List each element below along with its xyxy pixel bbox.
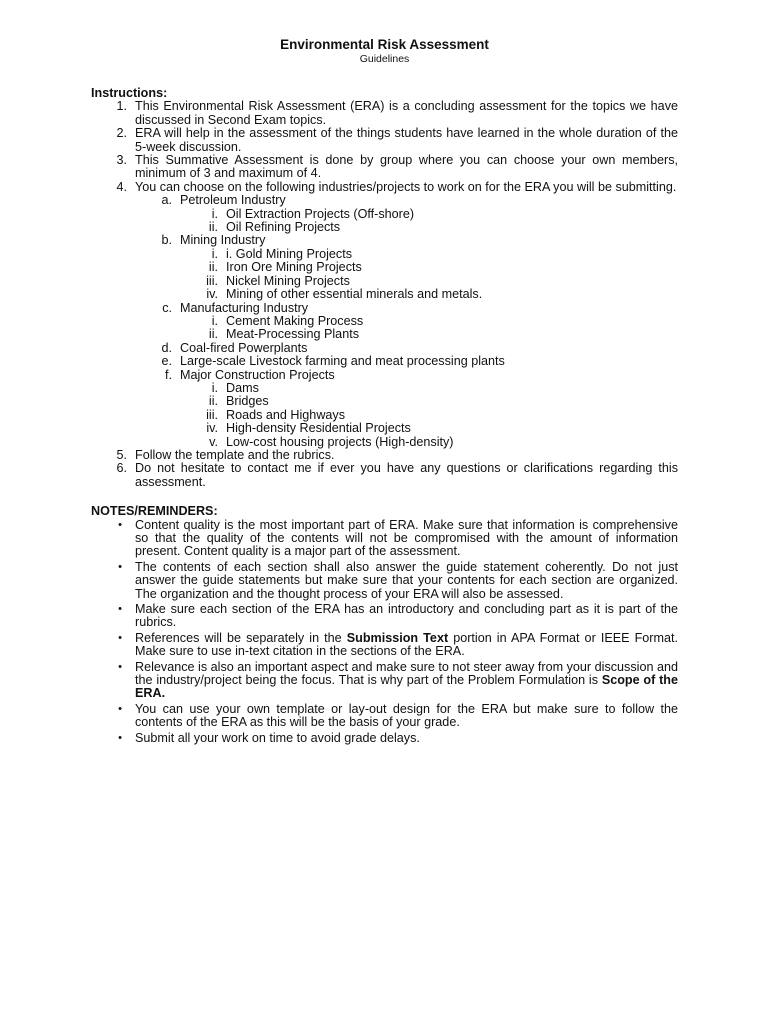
project-item-row xyxy=(91,382,678,395)
note-text xyxy=(135,661,678,701)
project-item xyxy=(91,208,678,221)
list-item-text: ERA will help in the assessment of the things students have learned in the whole duration of the 5-week discussion. xyxy=(135,126,678,154)
bullet-icon: • xyxy=(118,518,122,531)
note-item xyxy=(91,661,678,701)
instructions-list xyxy=(91,100,678,489)
note-text-part: Submit all your work on time to avoid grade delays. xyxy=(135,730,420,745)
list-marker: 6. xyxy=(116,461,127,476)
project-item-row xyxy=(91,395,678,408)
project-item xyxy=(91,315,678,328)
list-item-text: Dams xyxy=(226,380,259,395)
bullet-icon: • xyxy=(118,702,122,715)
list-marker: i. xyxy=(211,380,218,395)
note-text xyxy=(135,561,678,601)
list-item-text: Low-cost housing projects (High-density) xyxy=(226,434,454,449)
bullet-icon: • xyxy=(118,660,122,673)
instruction-item xyxy=(91,154,678,181)
note-text-part: Relevance is also an important aspect and make sure to not steer away from your discussion and the industry/project being the focus. That is why part of the Problem Formulation is xyxy=(135,659,678,688)
list-marker: iii. xyxy=(206,407,218,422)
industry-item-row xyxy=(91,342,678,355)
project-item xyxy=(91,436,678,449)
project-item-row xyxy=(91,221,678,234)
list-marker: f. xyxy=(165,367,172,382)
list-marker: ii. xyxy=(208,220,218,235)
note-item-row xyxy=(91,519,678,559)
list-item-text: This Environmental Risk Assessment (ERA) is a concluding assessment for the topics we have discussed in Second Exam topics. xyxy=(135,99,678,127)
list-item-text: Mining of other essential minerals and metals. xyxy=(226,287,483,302)
list-marker: i. xyxy=(211,246,218,261)
project-item-row xyxy=(91,275,678,288)
note-item xyxy=(91,519,678,559)
list-item-text: This Summative Assessment is done by group where you can choose your own members, minimum of 3 and maximum of 4. xyxy=(135,153,678,181)
bullet-icon: • xyxy=(118,560,122,573)
industry-item xyxy=(91,355,678,368)
note-text xyxy=(135,703,678,730)
instruction-item-row xyxy=(91,127,678,154)
list-item-text: Oil Extraction Projects (Off-shore) xyxy=(226,206,415,221)
list-item-text: Meat-Processing Plants xyxy=(226,327,359,342)
list-marker: b. xyxy=(161,233,172,248)
project-item-row xyxy=(91,422,678,435)
industry-item-row xyxy=(91,355,678,368)
industry-item-row xyxy=(91,302,678,315)
list-marker: e. xyxy=(161,354,172,369)
note-text-part: Make sure each section of the ERA has an introductory and concluding part as it is part of the rubrics. xyxy=(135,602,678,630)
project-item xyxy=(91,382,678,395)
instruction-item xyxy=(91,462,678,489)
instruction-item-row xyxy=(91,154,678,181)
list-marker: ii. xyxy=(208,394,218,409)
bullet-icon: • xyxy=(118,603,122,616)
note-item-row xyxy=(91,703,678,730)
project-item-row xyxy=(91,248,678,261)
list-item-text: High-density Residential Projects xyxy=(226,421,411,436)
instruction-item-row xyxy=(91,449,678,462)
note-item xyxy=(91,603,678,630)
list-marker: 3. xyxy=(116,153,127,168)
project-item xyxy=(91,221,678,234)
list-item-text: You can choose on the following industries/projects to work on for the ERA you will be submitting. xyxy=(135,179,677,194)
industry-item-row xyxy=(91,234,678,247)
list-marker: ii. xyxy=(208,327,218,342)
note-text-part: The contents of each section shall also answer the guide statement coherently. Do not just answer the guide statements but make sure that your contents for each section are organized. The organization and the thought process of your ERA will also be assessed. xyxy=(135,559,678,601)
note-text-part: portion in APA Format or IEEE Format. Make sure to use in-text citation in the sections of the ERA. xyxy=(135,630,678,659)
note-item-row xyxy=(91,632,678,659)
note-text xyxy=(135,732,678,745)
industry-item xyxy=(91,342,678,355)
list-marker: i. xyxy=(211,206,218,221)
notes-heading: NOTES/REMINDERS: xyxy=(91,504,218,519)
list-marker: i. xyxy=(211,313,218,328)
list-marker: 1. xyxy=(116,99,127,114)
note-item-row xyxy=(91,561,678,601)
project-item-row xyxy=(91,436,678,449)
instruction-item-row xyxy=(91,462,678,489)
industry-item xyxy=(91,369,678,382)
project-item-row xyxy=(91,328,678,341)
note-item xyxy=(91,561,678,601)
instruction-item xyxy=(91,127,678,154)
project-item xyxy=(91,288,678,301)
list-item-text: Oil Refining Projects xyxy=(226,220,341,235)
project-item xyxy=(91,261,678,274)
list-item-text: Major Construction Projects xyxy=(180,367,335,382)
bullet-icon: • xyxy=(118,731,122,744)
note-text xyxy=(135,632,678,659)
list-marker: 2. xyxy=(116,126,127,141)
note-text-part: You can use your own template or lay-out design for the ERA but make sure to follow the contents of the ERA as this will be the basis of your grade. xyxy=(135,701,678,730)
document-title: Environmental Risk Assessment xyxy=(280,37,489,52)
project-item xyxy=(91,328,678,341)
list-item-text: Manufacturing Industry xyxy=(180,300,309,315)
list-marker: v. xyxy=(209,434,218,449)
project-item-row xyxy=(91,288,678,301)
list-item-text: Roads and Highways xyxy=(226,407,346,422)
note-item-row xyxy=(91,661,678,701)
note-item xyxy=(91,632,678,659)
list-item-text: Coal-fired Powerplants xyxy=(180,340,308,355)
project-item xyxy=(91,409,678,422)
note-item-row xyxy=(91,603,678,630)
project-item xyxy=(91,275,678,288)
industry-item xyxy=(91,194,678,207)
bullet-icon: • xyxy=(118,631,122,644)
industry-item xyxy=(91,302,678,315)
list-marker: 5. xyxy=(116,447,127,462)
instruction-item-row xyxy=(91,181,678,194)
list-item-text: i. Gold Mining Projects xyxy=(226,246,352,261)
list-marker: iii. xyxy=(206,273,218,288)
note-emphasis: Scope of the ERA. xyxy=(135,673,679,701)
note-item-row xyxy=(91,732,678,745)
instruction-item xyxy=(91,181,678,194)
note-text-part: References will be separately in the xyxy=(135,630,347,645)
document-subtitle: Guidelines xyxy=(359,53,410,65)
list-marker: c. xyxy=(162,300,172,315)
note-text xyxy=(135,519,678,559)
project-item xyxy=(91,248,678,261)
note-text-part: Content quality is the most important part of ERA. Make sure that information is comprehensive so that the quality of the contents will not be compromised with the amount of information present. Content quality is a major part of the assessment. xyxy=(135,517,678,559)
list-item-text: Follow the template and the rubrics. xyxy=(135,447,335,462)
list-marker: d. xyxy=(161,340,172,355)
list-item-text: Do not hesitate to contact me if ever you have any questions or clarifications regarding this assessment. xyxy=(135,461,678,489)
list-item-text: Cement Making Process xyxy=(226,313,364,328)
project-item-row xyxy=(91,261,678,274)
list-marker: iv. xyxy=(206,421,218,436)
note-item xyxy=(91,703,678,730)
list-marker: ii. xyxy=(208,260,218,275)
project-item xyxy=(91,395,678,408)
list-item-text: Petroleum Industry xyxy=(180,193,286,208)
note-emphasis: Submission Text xyxy=(346,630,449,645)
industry-item-row xyxy=(91,194,678,207)
list-item-text: Mining Industry xyxy=(180,233,266,248)
project-item-row xyxy=(91,315,678,328)
project-item-row xyxy=(91,208,678,221)
instruction-item xyxy=(91,449,678,462)
instruction-item-row xyxy=(91,100,678,127)
project-item xyxy=(91,422,678,435)
instruction-item xyxy=(91,100,678,127)
note-item xyxy=(91,732,678,745)
list-item-text: Large-scale Livestock farming and meat processing plants xyxy=(180,354,505,369)
notes-list xyxy=(91,519,678,746)
industry-item-row xyxy=(91,369,678,382)
list-item-text: Bridges xyxy=(226,394,269,409)
list-marker: 4. xyxy=(116,179,127,194)
instructions-heading: Instructions: xyxy=(91,86,168,100)
list-item-text: Nickel Mining Projects xyxy=(226,273,350,288)
note-text xyxy=(135,603,678,630)
industry-item xyxy=(91,234,678,247)
list-item-text: Iron Ore Mining Projects xyxy=(226,260,362,275)
list-marker: a. xyxy=(161,193,172,208)
project-item-row xyxy=(91,409,678,422)
list-marker: iv. xyxy=(206,287,218,302)
